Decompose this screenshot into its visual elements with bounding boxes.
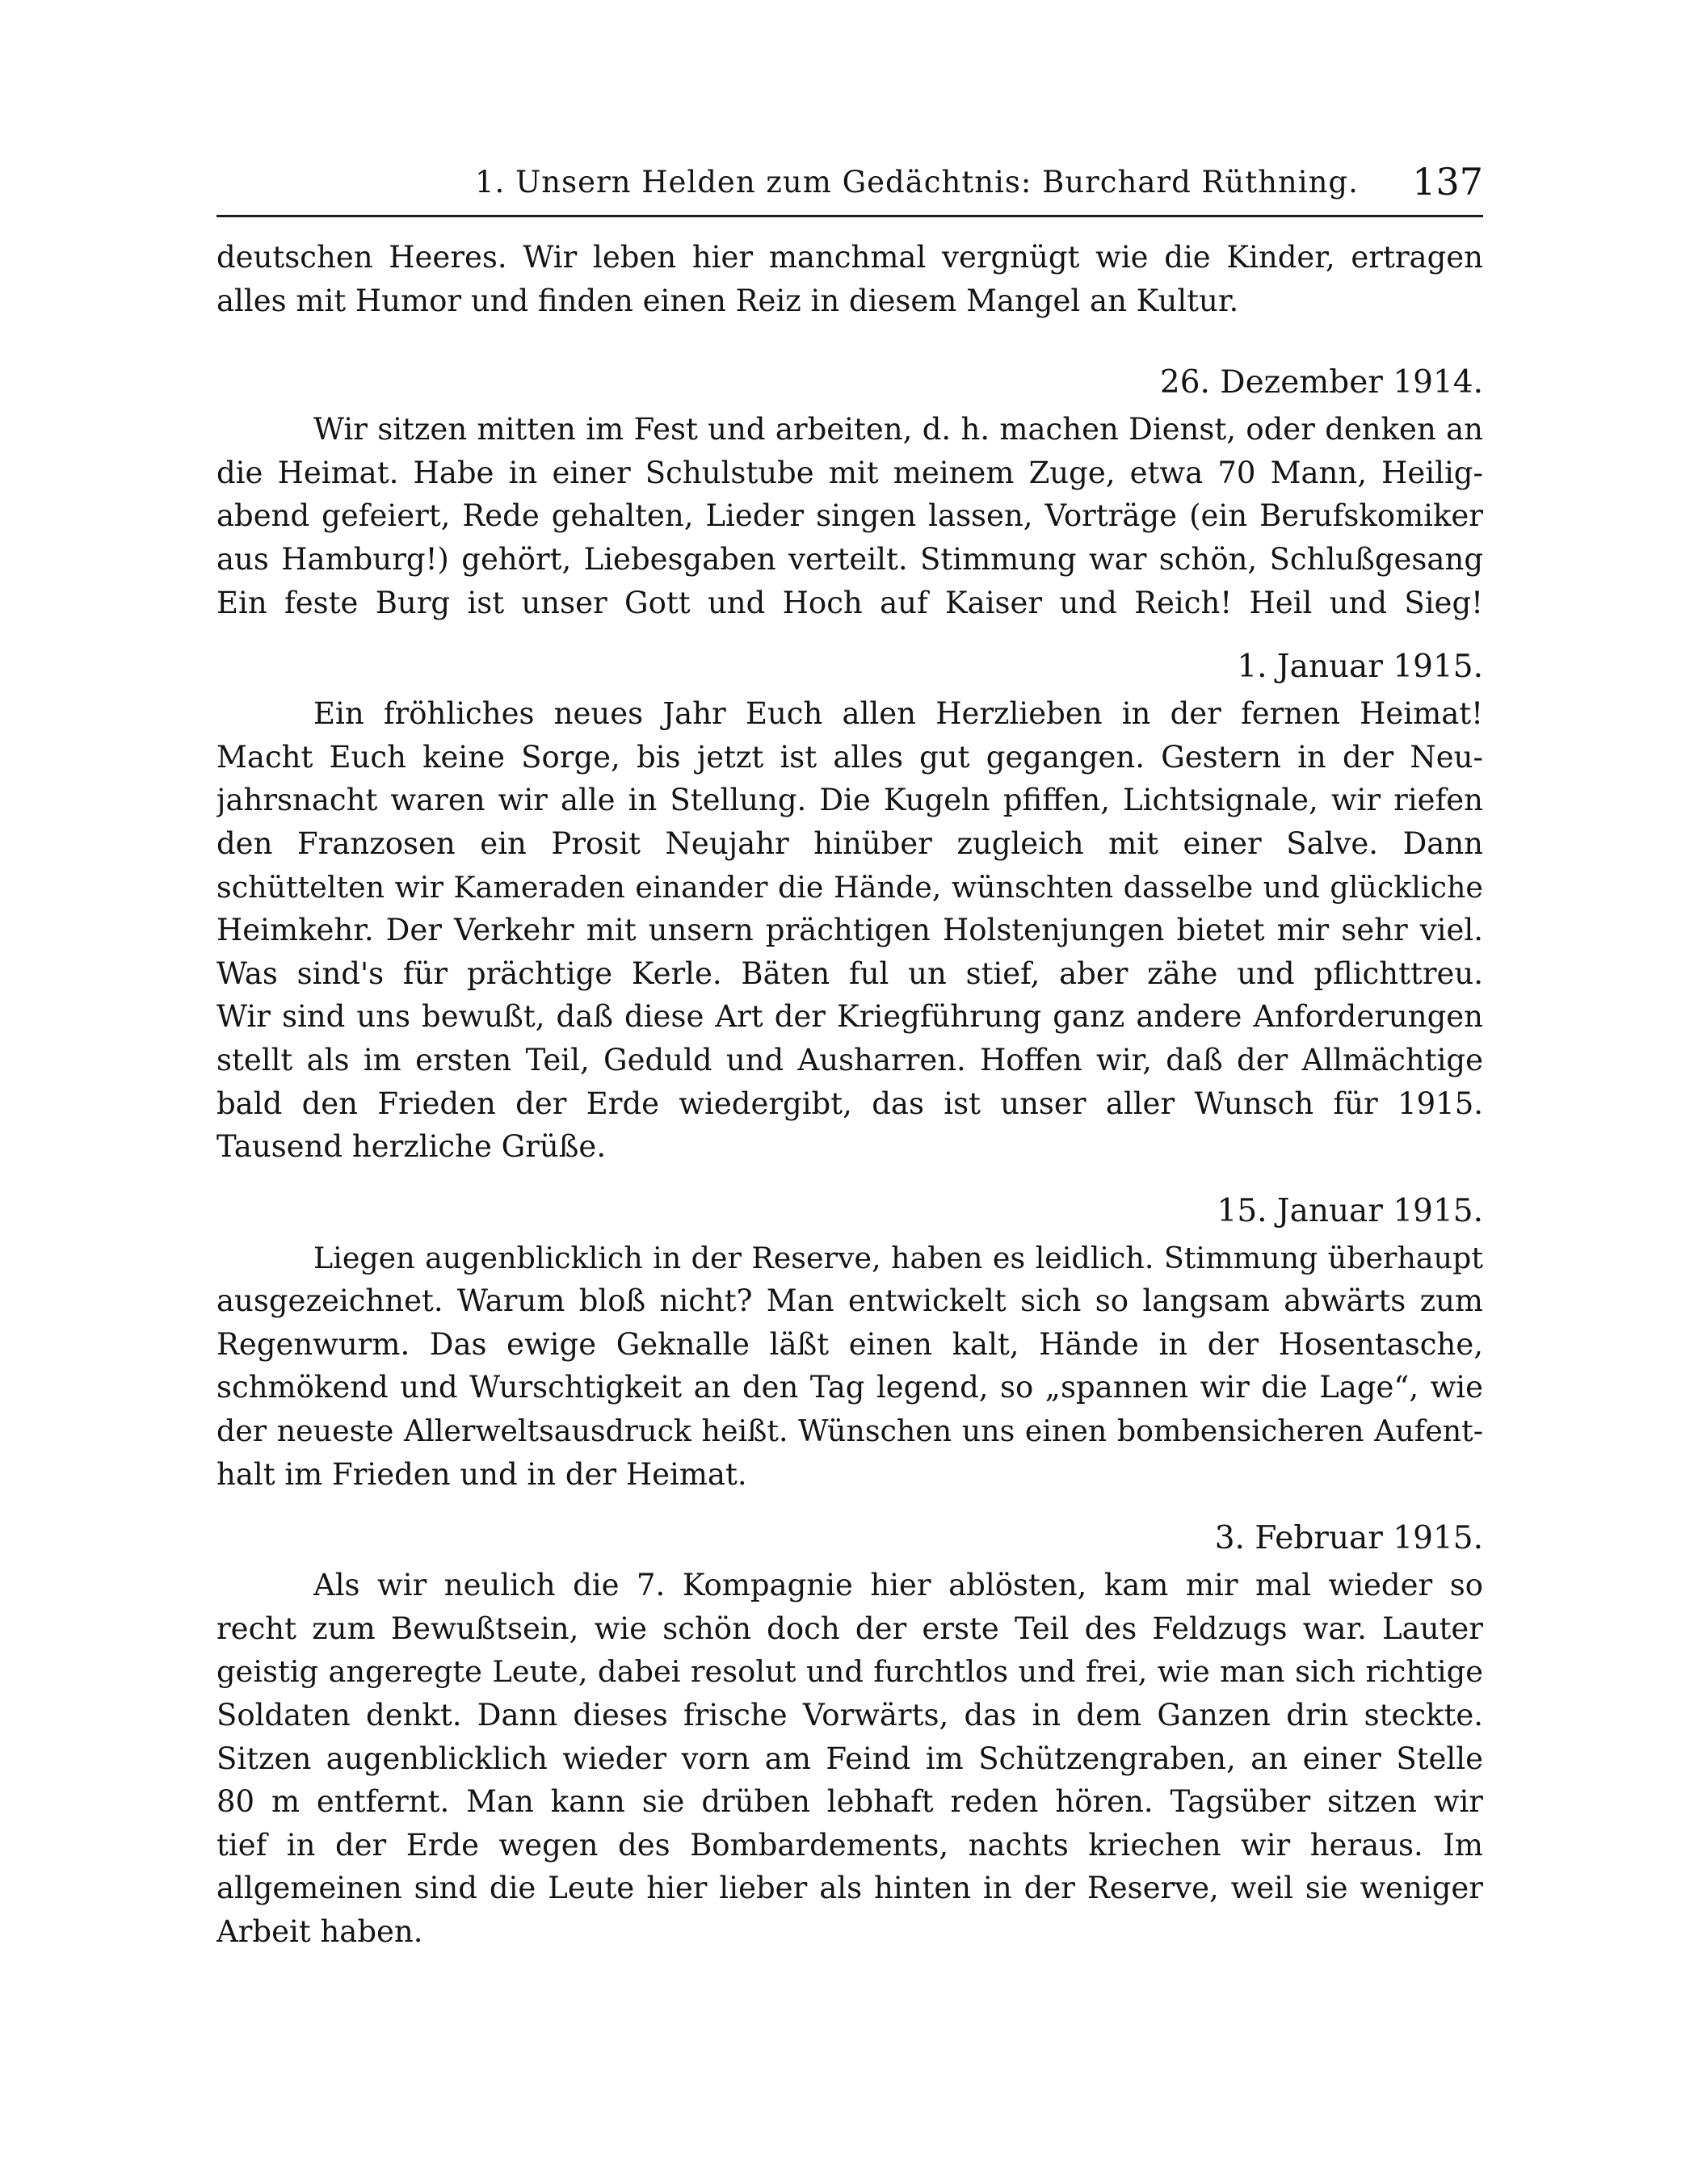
text-line: ausgezeichnet. Warum bloß nicht? Man entwickelt sich so langsam abwärts zum xyxy=(216,1283,1483,1319)
text-line: deutschen Heeres. Wir leben hier manchmal vergnügt wie die Kinder, ertragen xyxy=(216,240,1483,275)
diary-entry xyxy=(216,1186,1483,1497)
text-line: aus Hamburg!) gehört, Liebesgaben verteilt. Stimmung war schön, Schlußgesang xyxy=(216,541,1483,577)
text-line: der neueste Allerweltsausdruck heißt. Wünschen uns einen bombensicheren Aufent- xyxy=(216,1413,1483,1449)
text-line: abend gefeiert, Rede gehalten, Lieder singen lassen, Vorträge (ein Berufskomiker xyxy=(216,498,1483,534)
text-line: Was sind's für prächtige Kerle. Bäten ful un stief, aber zähe und pflichttreu. xyxy=(216,956,1483,991)
text-line: die Heimat. Habe in einer Schulstube mit meinem Zuge, etwa 70 Mann, Heilig- xyxy=(216,455,1483,490)
body-text xyxy=(216,236,1483,1954)
text-line: Liegen augenblicklich in der Reserve, haben es leidlich. Stimmung überhaupt xyxy=(313,1240,1483,1275)
diary-entry xyxy=(216,642,1483,1169)
text-line: Ein fröhliches neues Jahr Euch allen Herzlieben in der fernen Heimat! xyxy=(313,696,1483,732)
text-line: Wir sind uns bewußt, daß diese Art der Kriegführung ganz andere Anforderungen xyxy=(216,999,1483,1035)
text-line: alles mit Humor und finden einen Reiz in diesem Mangel an Kultur. xyxy=(216,283,1239,318)
text-line: Heimkehr. Der Verkehr mit unsern prächtigen Holstenjungen bietet mir sehr viel. xyxy=(216,913,1483,948)
text-line: bald den Frieden der Erde wiedergibt, das ist unser aller Wunsch für 1915. xyxy=(216,1086,1483,1121)
entry-date: 3. Februar 1915. xyxy=(1214,1520,1483,1557)
text-line: Tausend herzliche Grüße. xyxy=(216,1129,607,1165)
text-line: Als wir neulich die 7. Kompagnie hier ablösten, kam mir mal wieder so xyxy=(313,1568,1483,1603)
text-line: den Franzosen ein Prosit Neujahr hinüber zugleich mit einer Salve. Dann xyxy=(216,825,1483,861)
text-line: Soldaten denkt. Dann dieses frische Vorwärts, das in dem Ganzen drin steckte. xyxy=(216,1698,1483,1733)
text-line: 80 m entfernt. Man kann sie drüben lebhaft reden hören. Tagsüber sitzen wir xyxy=(216,1784,1483,1820)
text-line: Regenwurm. Das ewige Geknalle läßt einen kalt, Hände in der Hosentasche, xyxy=(216,1326,1483,1362)
page-header xyxy=(216,158,1483,217)
text-line: schmökend und Wurschtigkeit an den Tag legend, so „spannen wir die Lage“, wie xyxy=(216,1370,1483,1405)
text-line: Arbeit haben. xyxy=(216,1914,423,1949)
diary-entry xyxy=(216,358,1483,624)
text-line: Ein feste Burg ist unser Gott und Hoch auf Kaiser und Reich! Heil und Sieg! xyxy=(216,585,1483,620)
text-line: stellt als im ersten Teil, Geduld und Ausharren. Hoffen wir, daß der Allmächtige xyxy=(216,1042,1483,1077)
text-line: Wir sitzen mitten im Fest und arbeiten, d. h. machen Dienst, oder denken an xyxy=(313,412,1483,447)
text-line: Macht Euch keine Sorge, bis jetzt ist alles gut gegangen. Gestern in der Neu- xyxy=(216,739,1483,775)
entry-date: 26. Dezember 1914. xyxy=(1159,364,1483,401)
text-line: geistig angeregte Leute, dabei resolut und furchtlos und frei, wie man sich richtige xyxy=(216,1654,1483,1690)
running-head: 1. Unsern Helden zum Gedächtnis: Burchard Rüthning. xyxy=(475,165,1359,200)
entry-date: 15. Januar 1915. xyxy=(1217,1192,1483,1229)
text-line: allgemeinen sind die Leute hier lieber als hinten in der Reserve, weil sie weniger xyxy=(216,1871,1483,1906)
text-line: recht zum Bewußtsein, wie schön doch der erste Teil des Feldzugs war. Lauter xyxy=(216,1611,1483,1646)
text-line: Sitzen augenblicklich wieder vorn am Feind im Schützengraben, an einer Stelle xyxy=(216,1741,1483,1776)
entry-date: 1. Januar 1915. xyxy=(1237,649,1483,686)
page-number: 137 xyxy=(1412,160,1483,204)
text-line: schüttelten wir Kameraden einander die Hände, wünschten dasselbe und glückliche xyxy=(216,869,1483,905)
text-line: halt im Frieden und in der Heimat. xyxy=(216,1456,747,1492)
intro-paragraph xyxy=(216,236,1483,322)
text-line: tief in der Erde wegen des Bombardements, nachts kriechen wir heraus. Im xyxy=(216,1827,1483,1863)
text-line: jahrsnacht waren wir alle in Stellung. Die Kugeln pfiffen, Lichtsignale, wir riefen xyxy=(216,783,1483,818)
diary-entry xyxy=(216,1514,1483,1953)
